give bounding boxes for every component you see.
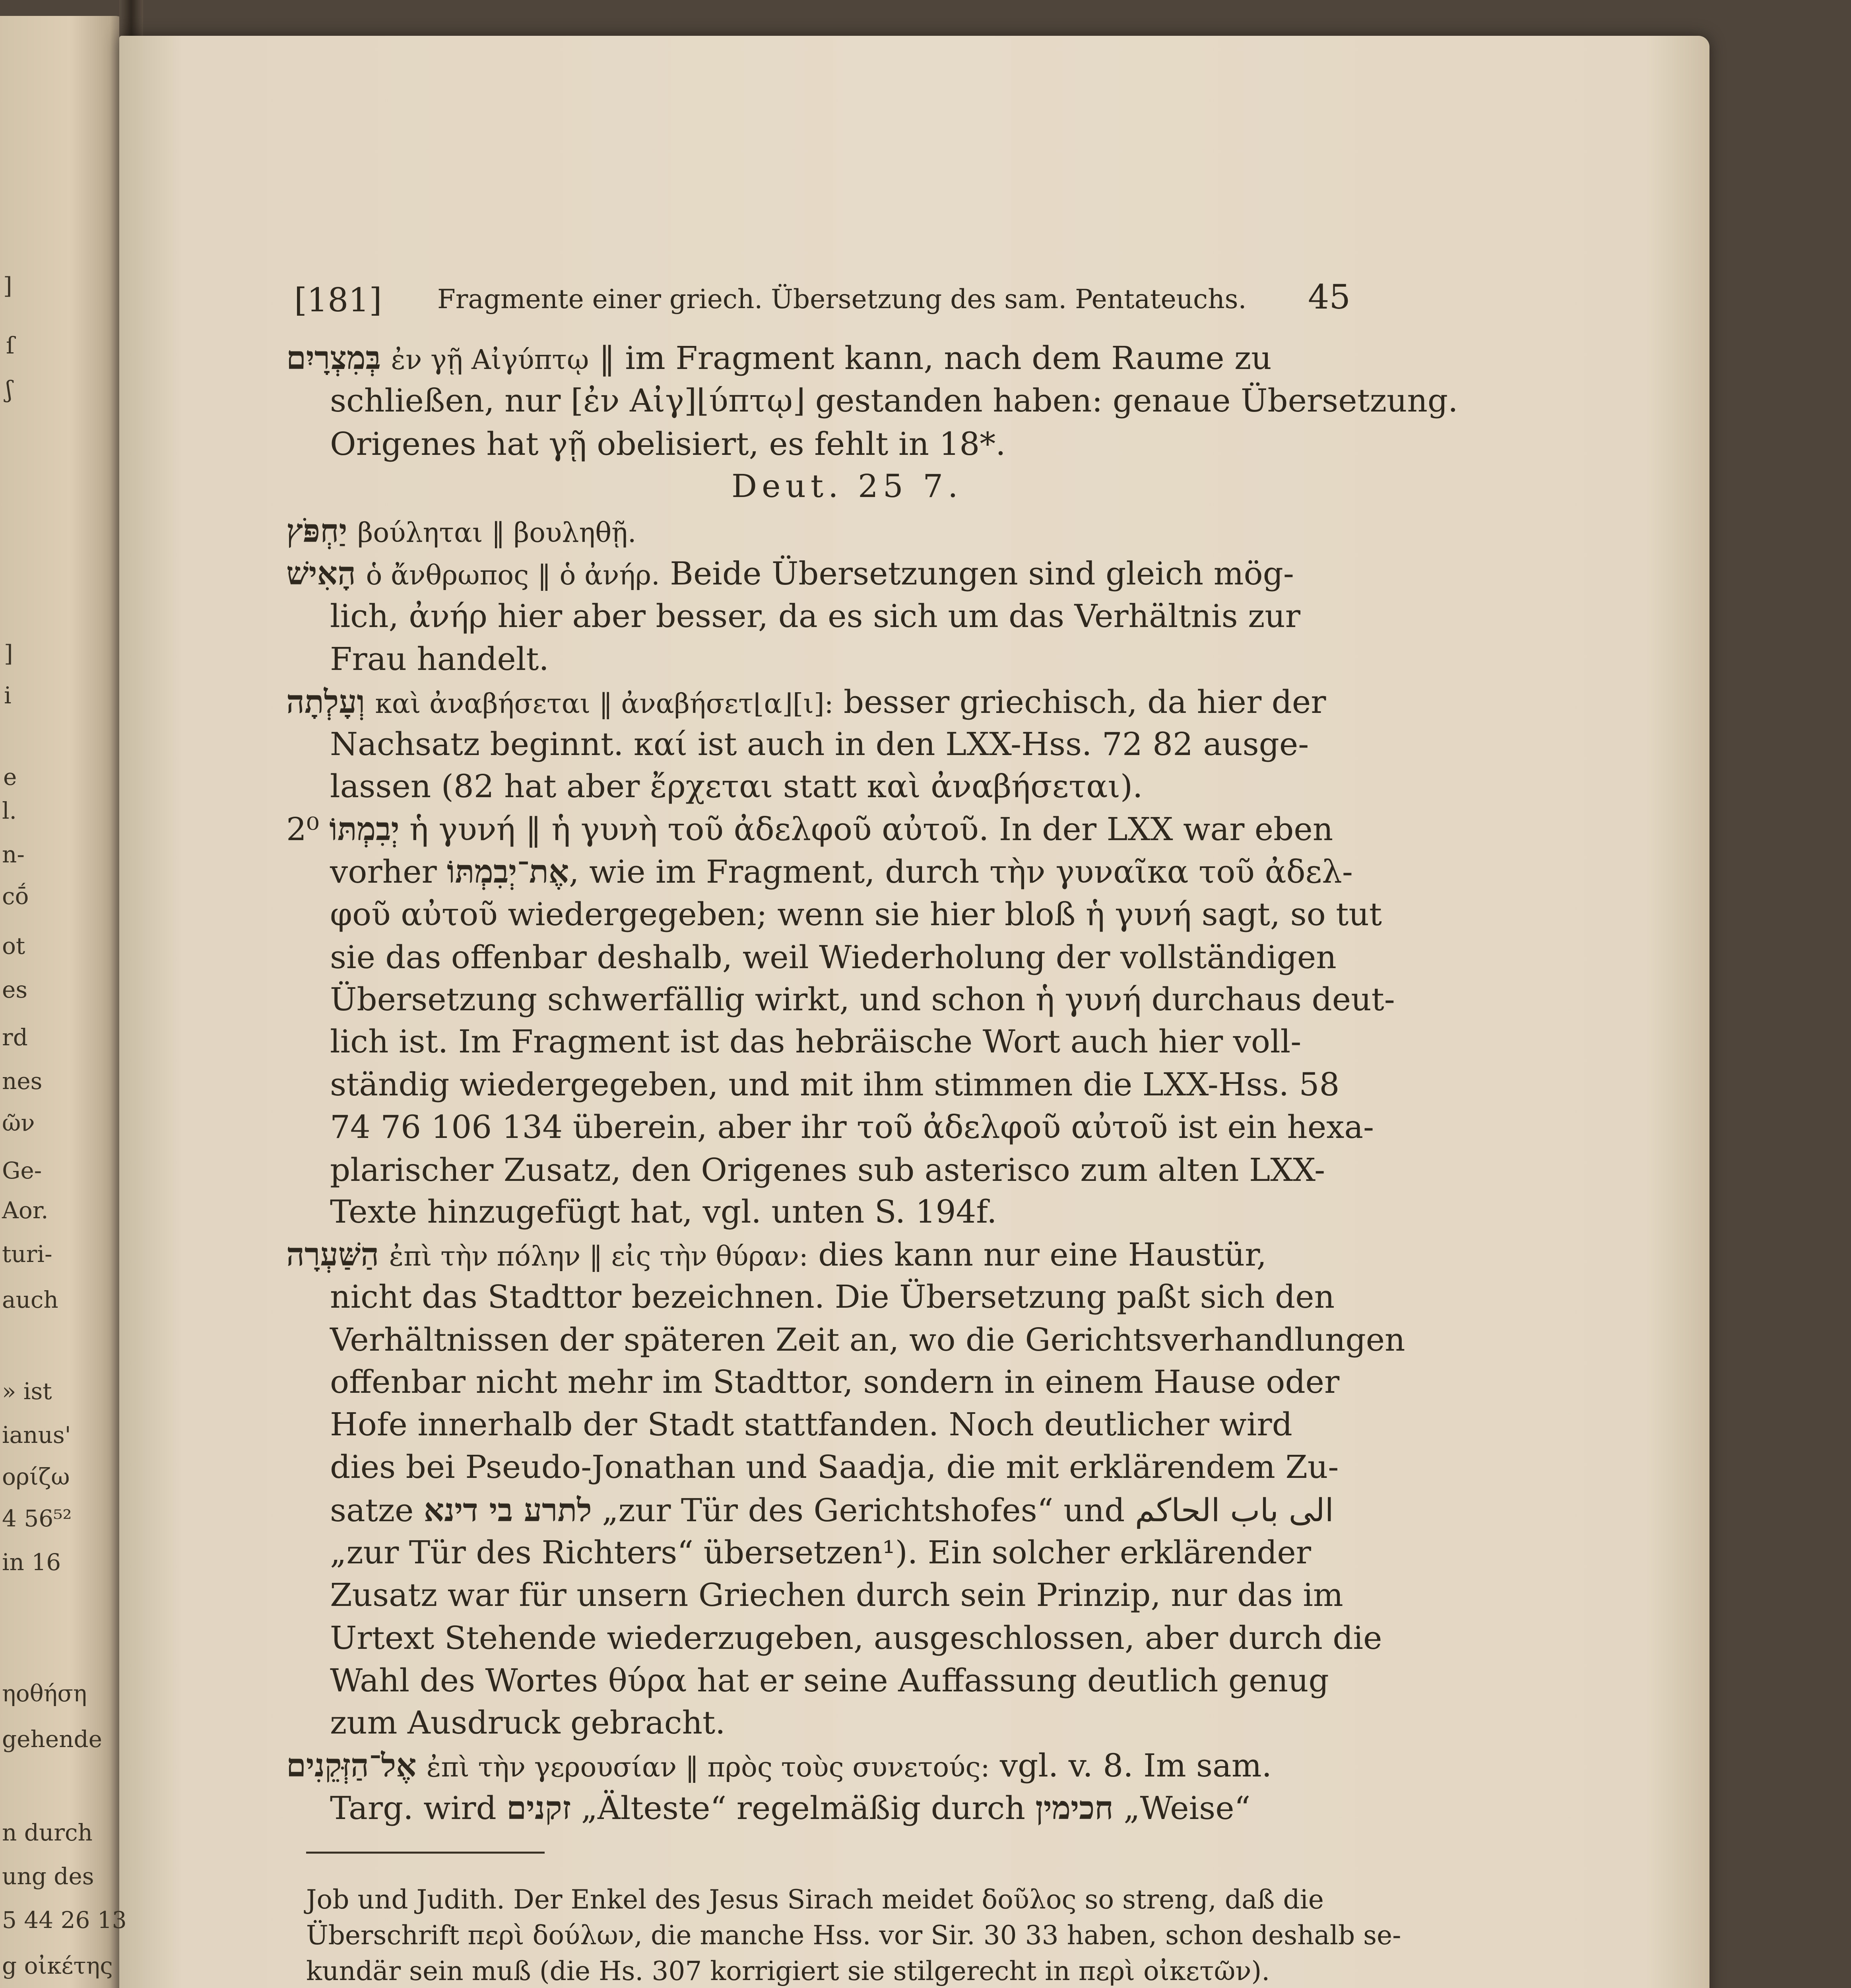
aramaic-phrase: לתרע בי דינא xyxy=(423,1491,592,1529)
body-text: 2⁰ ἡ γυνή ‖ ἡ γυνὴ τοῦ ἀδελφοῦ αὐτοῦ. xyxy=(286,811,989,848)
left-fragment: 4 56⁵² xyxy=(2,1505,72,1532)
footnote-line: kundär sein muß (die Hs. 307 korrigiert sie stilgerecht in περὶ οἰκετῶν). xyxy=(306,1956,1270,1986)
left-fragment: ſ xyxy=(6,332,15,359)
body-line: dies bei Pseudo-Jonathan und Saadja, die mit erklärendem Zu- xyxy=(330,1448,1339,1485)
body-line: sie das offenbar deshalb, weil Wiederholung der vollständigen xyxy=(330,939,1337,976)
left-fragment: ianus' xyxy=(2,1421,71,1448)
hebrew-lemma: בְּמִצְרָיִם xyxy=(286,339,381,377)
body-text: „Älteste“ regelmäßig durch xyxy=(571,1790,1036,1827)
hebrew-lemma: יַחְפֹּץ xyxy=(286,512,347,549)
body-line xyxy=(286,557,1294,590)
body-line xyxy=(286,810,1333,848)
left-fragment: Aor. xyxy=(2,1197,49,1224)
left-fragment: es xyxy=(2,976,28,1003)
body-line: schließen, nur [ἐν Αἰγ]⌊ύπτῳ⌋ gestanden haben: genaue Übersetzung. xyxy=(330,382,1458,419)
body-text: , wie im Fragment, durch τὴν γυναῖκα τοῦ ἀδελ- xyxy=(569,853,1353,890)
body-line: offenbar nicht mehr im Stadttor, sondern in einem Hause oder xyxy=(330,1363,1340,1400)
body-text: dies kann nur eine Haustür, xyxy=(808,1236,1267,1273)
left-fragment: l. xyxy=(2,797,17,824)
left-fragment: ῶν xyxy=(2,1109,35,1136)
body-line: lich ist. Im Fragment ist das hebräische Wort auch hier voll- xyxy=(330,1023,1302,1060)
left-fragment: rd xyxy=(2,1024,28,1051)
left-fragment: gehende xyxy=(2,1726,102,1753)
body-line: Übersetzung schwerfällig wirkt, und schon ἡ γυνή durchaus deut- xyxy=(330,981,1395,1018)
section-heading: Deut. 25 7. xyxy=(731,468,963,505)
body-line xyxy=(330,853,1353,890)
body-line xyxy=(330,1491,1334,1529)
hebrew-lemma: הַשַּׁעְרָה xyxy=(286,1236,379,1273)
greek-text: ἐν γῇ Αἰγύπτῳ xyxy=(391,344,589,376)
left-fragment: ] xyxy=(3,272,12,299)
hebrew-lemma: הָאִישׁ xyxy=(286,555,356,592)
body-line: 74 76 106 134 überein, aber ihr τοῦ ἀδελφοῦ αὐτοῦ ist ein hexa- xyxy=(330,1109,1374,1145)
hebrew-lemma: וְעָלְתָה xyxy=(286,683,365,720)
left-fragment: e xyxy=(3,763,17,790)
left-fragment: ʃ xyxy=(6,376,12,403)
arabic-phrase: الى باب الحاكم xyxy=(1135,1492,1334,1529)
greek-text: καὶ ἀναβήσεται ‖ ἀναβήσετ⌊α⌋[ι]: xyxy=(375,688,834,720)
left-fragment: ung des xyxy=(2,1863,94,1890)
body-line: nicht das Stadttor bezeichnen. Die Übersetzung paßt sich den xyxy=(330,1278,1335,1315)
body-line: Texte hinzugefügt hat, vgl. unten S. 194f. xyxy=(330,1193,997,1230)
hebrew-lemma: אֶל־הַזְּקֵנִים xyxy=(286,1747,417,1784)
greek-text: ἐπὶ τὴν πόλην ‖ εἰς τὴν θύραν: xyxy=(389,1241,808,1272)
left-fragment: n- xyxy=(2,841,25,868)
left-fragment: Ge- xyxy=(2,1157,42,1184)
footnote-rule xyxy=(306,1852,545,1854)
left-fragment: ηοθήση xyxy=(2,1680,87,1707)
left-fragment: i xyxy=(4,682,12,709)
hebrew-word: אֶת־יְבִמְתּוֹ xyxy=(447,853,569,890)
left-fragment: cṓ xyxy=(2,883,29,910)
greek-text: ὁ ἄνθρωπος ‖ ὁ ἀνήρ. xyxy=(366,560,660,591)
body-line: plarischer Zusatz, den Origenes sub asterisco zum alten LXX- xyxy=(330,1151,1325,1188)
body-line xyxy=(286,512,636,549)
body-line: Wahl des Wortes θύρα hat er seine Auffassung deutlich genug xyxy=(330,1662,1329,1699)
body-line: Nachsatz beginnt. καί ist auch in den LXX-Hss. 72 82 ausge- xyxy=(330,726,1309,763)
header-number: [181] xyxy=(294,282,382,319)
body-text: „zur Tür des Gerichtshofes“ und xyxy=(592,1492,1135,1529)
body-line: Hofe innerhalb der Stadt stattfanden. Noch deutlicher wird xyxy=(330,1406,1292,1443)
body-line xyxy=(286,683,1326,720)
body-line xyxy=(286,339,1272,377)
hebrew-word: זקנים xyxy=(506,1789,571,1827)
body-line: lich, ἀνήρ hier aber besser, da es sich um das Verhältnis zur xyxy=(330,598,1301,635)
left-fragment: auch xyxy=(2,1286,58,1313)
greek-text: βούληται ‖ βουληθῇ. xyxy=(357,517,636,549)
body-line xyxy=(286,1749,1272,1782)
left-fragment: » ist xyxy=(2,1378,52,1405)
body-text: satze xyxy=(330,1492,424,1529)
body-line: Origenes hat γῇ obelisiert, es fehlt in 18*. xyxy=(330,425,1006,462)
body-text: vorher xyxy=(330,853,447,890)
body-text: Beide Übersetzungen sind gleich mög- xyxy=(660,555,1294,592)
body-line: lassen (82 hat aber ἔρχεται statt καὶ ἀναβήσεται). xyxy=(330,768,1143,805)
body-line: „zur Tür des Richters“ übersetzen¹). Ein solcher erklärender xyxy=(330,1534,1312,1571)
left-fragment: ot xyxy=(2,932,25,959)
body-text: besser griechisch, da hier der xyxy=(833,683,1326,720)
left-fragment: ορίζω xyxy=(2,1463,70,1490)
body-text: „Weise“ xyxy=(1113,1790,1251,1827)
left-fragment: g οἰκέτης xyxy=(2,1952,113,1979)
hebrew-word: חכימין xyxy=(1035,1789,1114,1827)
left-fragment: in 16 xyxy=(2,1549,61,1576)
footnote-line: Job und Judith. Der Enkel des Jesus Sirach meidet δοῦλος so streng, daß die xyxy=(306,1884,1324,1915)
page-number: 45 xyxy=(1308,278,1350,316)
body-text: ‖ im Fragment kann, nach dem Raume zu xyxy=(589,340,1272,377)
footnote-line: Überschrift περὶ δούλων, die manche Hss. vor Sir. 30 33 haben, schon deshalb se- xyxy=(306,1920,1401,1951)
body-text: In der LXX war eben xyxy=(989,811,1333,848)
left-fragment: n durch xyxy=(2,1819,93,1846)
header-title: Fragmente einer griech. Übersetzung des sam. Pentateuchs. xyxy=(437,284,1247,315)
body-line: φοῦ αὐτοῦ wiedergegeben; wenn sie hier bloß ἡ γυνή sagt, so tut xyxy=(330,896,1382,933)
left-fragment: 5 44 26 13 xyxy=(2,1906,127,1934)
body-line: Urtext Stehende wiederzugeben, ausgeschlossen, aber durch die xyxy=(330,1619,1382,1656)
body-text: vgl. v. 8. Im sam. xyxy=(990,1747,1272,1784)
greek-text: ἐπὶ τὴν γερουσίαν ‖ πρὸς τοὺς συνετούς: xyxy=(426,1752,990,1783)
body-line xyxy=(286,1236,1267,1273)
body-line: Zusatz war für unsern Griechen durch sein Prinzip, nur das im xyxy=(330,1576,1343,1613)
body-text: Targ. wird xyxy=(330,1790,507,1827)
body-line xyxy=(330,1789,1251,1827)
body-line: ständig wiedergegeben, und mit ihm stimmen die LXX-Hss. 58 xyxy=(330,1066,1340,1103)
body-line: Frau handelt. xyxy=(330,641,549,678)
left-fragment: turi- xyxy=(2,1241,52,1268)
body-line: Verhältnissen der späteren Zeit an, wo die Gerichtsverhandlungen xyxy=(330,1321,1405,1358)
left-fragment: ] xyxy=(4,640,13,667)
body-line: zum Ausdruck gebracht. xyxy=(330,1704,726,1741)
left-fragment: nes xyxy=(2,1068,43,1095)
hebrew-lemma: יְבִמְתּוֹ xyxy=(329,810,400,848)
